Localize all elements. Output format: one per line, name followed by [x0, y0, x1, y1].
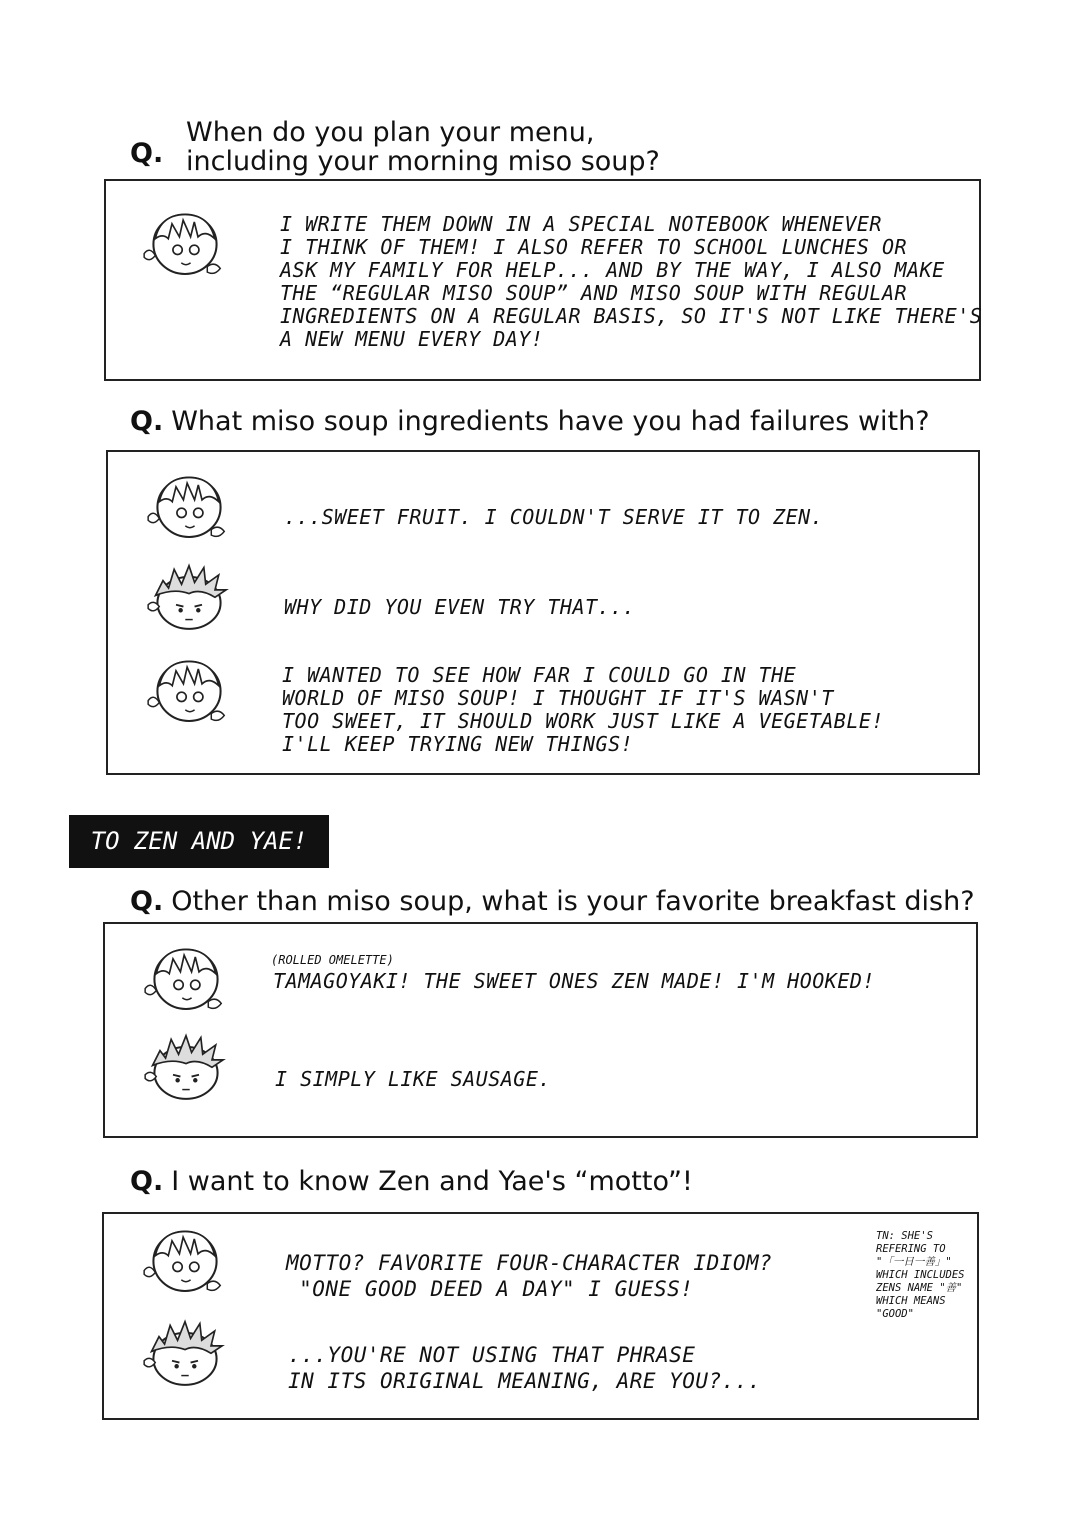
question-1-line-2: including your morning miso soup?	[186, 146, 660, 177]
yae-chibi-face-icon	[144, 656, 234, 734]
q-mark: Q.	[130, 406, 164, 437]
question-4	[130, 1168, 693, 1195]
q-mark: Q.	[130, 138, 164, 169]
answer-box-1	[104, 179, 981, 381]
answer-4a-text: MOTTO? FAVORITE FOUR-CHARACTER IDIOM? "ONE GOOD DEED A DAY" I GUESS!	[286, 1251, 773, 1301]
question-1-line-1: When do you plan your menu,	[186, 117, 595, 148]
zen-chibi-face-icon	[144, 562, 234, 640]
zen-chibi-face-icon	[141, 1032, 231, 1110]
header-tag: TO ZEN AND YAE!	[69, 815, 329, 868]
answer-box-2	[106, 450, 980, 775]
answer-3a-text: TAMAGOYAKI! THE SWEET ONES ZEN MADE! I'M HOOKED!	[273, 969, 875, 993]
yae-chibi-face-icon	[141, 944, 231, 1022]
translator-note: TN: SHE'S REFERING TO "「一日一善」" WHICH INCLUDES ZENS NAME "善" WHICH MEANS "GOOD"	[876, 1230, 965, 1320]
answer-4b-text: ...YOU'RE NOT USING THAT PHRASE IN ITS ORIGINAL MEANING, ARE YOU?...	[288, 1343, 762, 1393]
answer-box-3	[103, 922, 978, 1138]
yae-chibi-face-icon	[140, 1226, 230, 1304]
yae-chibi-face-icon	[144, 472, 234, 550]
answer-box-4	[102, 1212, 979, 1420]
answer-1-text: I WRITE THEM DOWN IN A SPECIAL NOTEBOOK WHENEVER I THINK OF THEM! I ALSO REFER TO SCHOOL LUNCHES OR ASK MY FAMILY FOR HELP... AND BY THE WAY, I ALSO MAKE THE “REGULAR MISO SOUP” AND MISO SOUP WITH REGULAR INGREDIENTS ON A REGULAR BASIS, SO IT'S NOT LIKE THERE'S A NEW MENU EVERY DAY!	[280, 212, 983, 351]
question-3	[130, 888, 975, 915]
answer-2c-text: I WANTED TO SEE HOW FAR I COULD GO IN THE WORLD OF MISO SOUP! I THOUGHT IF IT'S WASN'T TOO SWEET, IT SHOULD WORK JUST LIKE A VEGETABLE! I'LL KEEP TRYING NEW THINGS!	[282, 663, 884, 756]
answer-3a-note: (ROLLED OMELETTE)	[271, 953, 394, 967]
question-4-text: I want to know Zen and Yae's “motto”!	[171, 1166, 693, 1197]
answer-3b-text: I SIMPLY LIKE SAUSAGE.	[275, 1067, 551, 1091]
question-1-text	[186, 118, 660, 176]
q-mark: Q.	[130, 1166, 164, 1197]
zen-chibi-face-icon	[140, 1318, 230, 1396]
answer-2b-text: WHY DID YOU EVEN TRY THAT...	[284, 595, 636, 619]
yae-chibi-face-icon	[140, 209, 230, 287]
question-2	[130, 408, 930, 435]
q-mark: Q.	[130, 886, 164, 917]
question-2-text: What miso soup ingredients have you had failures with?	[171, 406, 930, 437]
answer-2a-text: ...SWEET FRUIT. I COULDN'T SERVE IT TO ZEN.	[284, 505, 824, 529]
question-3-text: Other than miso soup, what is your favorite breakfast dish?	[171, 886, 975, 917]
